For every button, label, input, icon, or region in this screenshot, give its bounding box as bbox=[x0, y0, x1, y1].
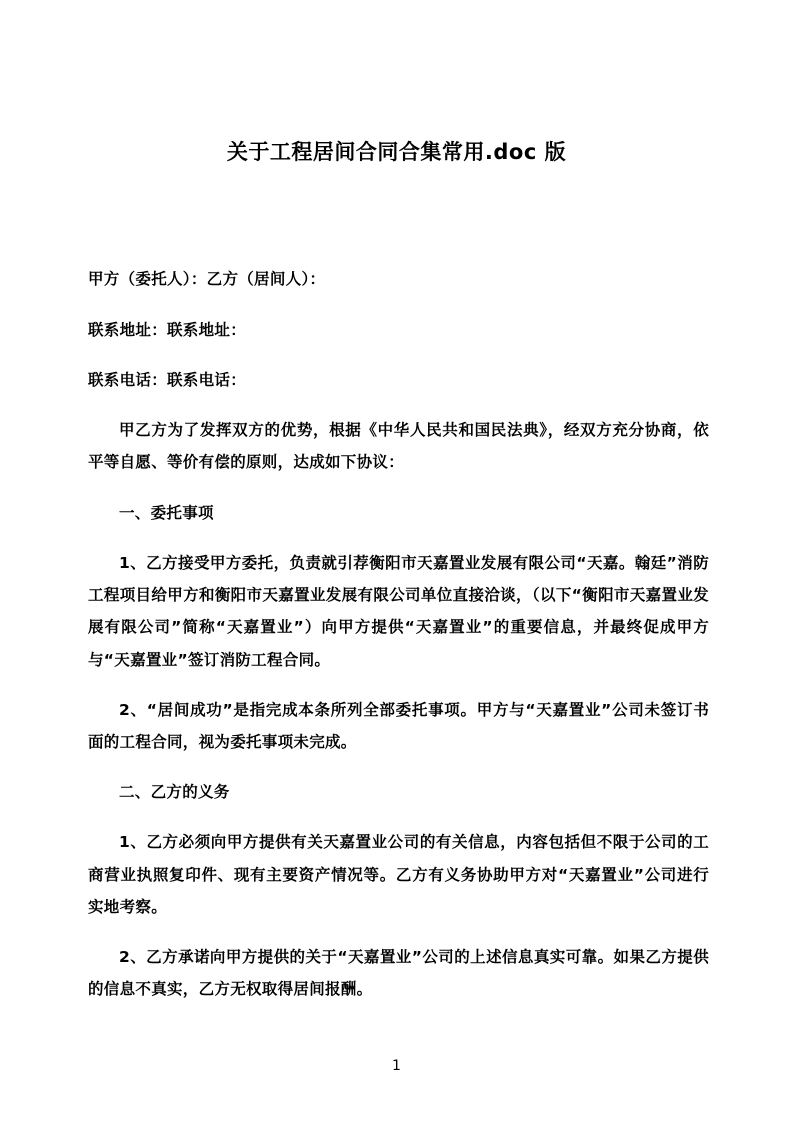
paragraph-section-2-item-2: 2、乙方承诺向甲方提供的关于“天嘉置业”公司的上述信息真实可靠。如果乙方提供的信息不真实，乙方无权取得居间报酬。 bbox=[88, 948, 709, 999]
page-title: 关于工程居间合同合集常用.doc 版 bbox=[226, 140, 567, 164]
document-body bbox=[0, 263, 793, 1005]
heading-section-2: 二、乙方的义务 bbox=[119, 783, 230, 802]
paragraph-section-1-item-2: 2、“居间成功”是指完成本条所列全部委托事项。甲方与“天嘉置业”公司未签订书面的工程合同，视为委托事项未完成。 bbox=[88, 700, 709, 751]
page-number: 1 bbox=[392, 1058, 401, 1074]
paragraph-parties: 甲方（委托人）：乙方（居间人）： bbox=[88, 270, 326, 289]
paragraph-address: 联系地址：联系地址： bbox=[88, 320, 247, 339]
paragraph-section-2-item-1: 1、乙方必须向甲方提供有关天嘉置业公司的有关信息，内容包括但不限于公司的工商营业执照复印件、现有主要资产情况等。乙方有义务协助甲方对“天嘉置业”公司进行实地考察。 bbox=[88, 833, 709, 916]
paragraph-phone: 联系电话：联系电话： bbox=[88, 370, 247, 389]
paragraph-preamble: 甲乙方为了发挥双方的优势，根据《中华人民共和国民法典》，经双方充分协商，依平等自愿、等价有偿的原则，达成如下协议： bbox=[88, 421, 709, 472]
heading-section-1: 一、委托事项 bbox=[119, 503, 214, 522]
paragraph-section-1-item-1: 1、乙方接受甲方委托，负责就引荐衡阳市天嘉置业发展有限公司“天嘉。翰廷”消防工程项目给甲方和衡阳市天嘉置业发展有限公司单位直接洽谈，（以下“衡阳市天嘉置业发展有限公司”简称“天嘉置业”）向甲方提供“天嘉置业”的重要信息，并最终促成甲方与“天嘉置业”签订消防工程合同。 bbox=[88, 553, 709, 669]
